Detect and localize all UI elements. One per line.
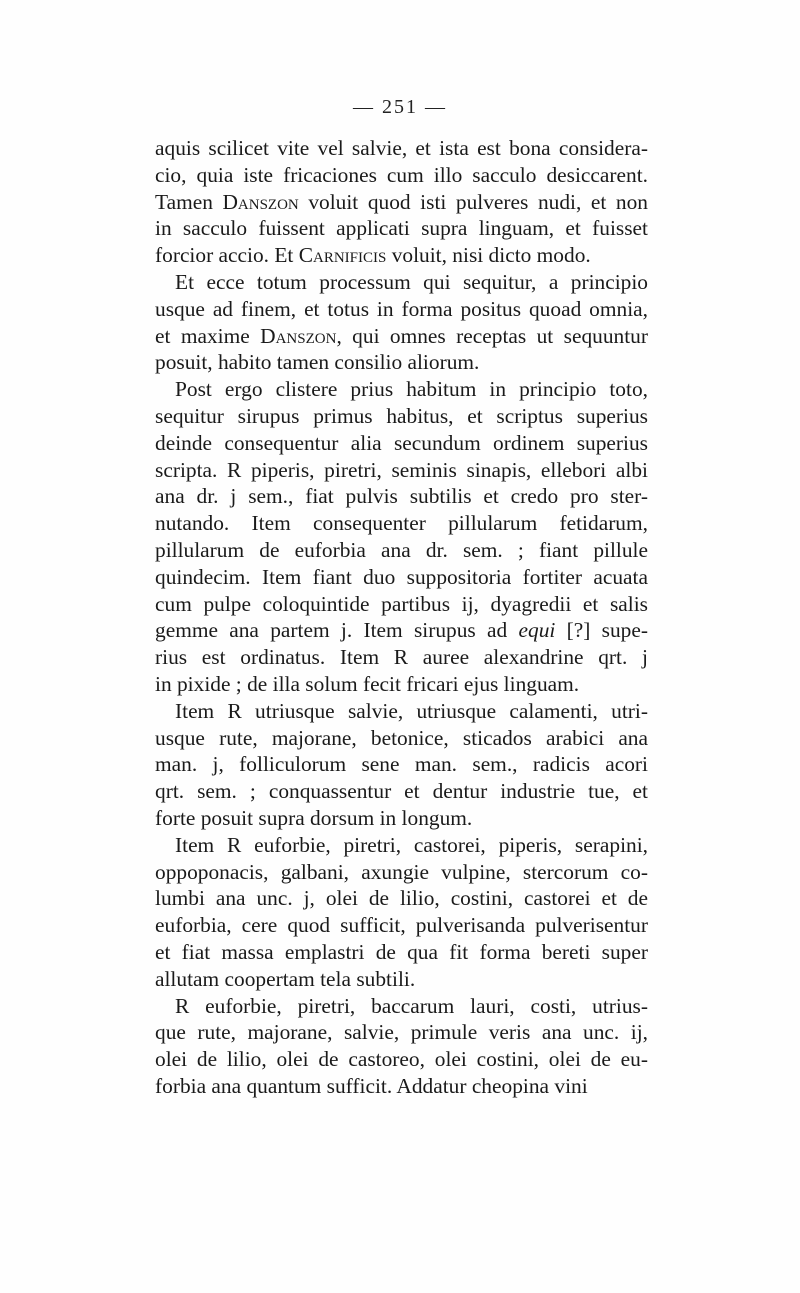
text-line — [155, 564, 648, 591]
text-line — [155, 966, 648, 993]
text-segment: usque ad finem, et totus in forma positus quoad omnia, — [155, 296, 648, 321]
text-line — [155, 510, 648, 537]
text-segment: forbia ana quantum sufficit. Addatur cheopina vini — [155, 1073, 588, 1098]
text-segment: qrt. sem. ; conquassentur et dentur industrie tue, et — [155, 779, 648, 804]
text-segment: posuit, habito tamen consilio aliorum. — [155, 350, 480, 375]
text-segment: in sacculo fuissent applicati supra linguam, et fuisset — [155, 216, 648, 241]
text-line — [155, 1019, 648, 1046]
text-line — [155, 189, 648, 216]
small-caps-name: Danszon — [260, 323, 337, 348]
text-line — [155, 698, 648, 725]
text-line — [155, 215, 648, 242]
paragraph — [155, 135, 648, 269]
text-segment: ana dr. j sem., fiat pulvis subtilis et credo pro ster- — [155, 484, 648, 509]
text-segment: que rute, majorane, salvie, primule veris ana unc. ij, — [155, 1020, 648, 1045]
text-line — [155, 1073, 648, 1100]
text-line — [155, 483, 648, 510]
italic-word: equi — [518, 618, 556, 643]
text-segment: Item R utriusque salvie, utriusque calamenti, utri- — [175, 698, 648, 723]
text-line — [155, 912, 648, 939]
paragraph — [155, 993, 648, 1100]
text-segment: nutando. Item consequenter pillularum fetidarum, — [155, 511, 648, 536]
text-segment: allutam coopertam tela subtili. — [155, 966, 416, 991]
text-segment: aquis scilicet vite vel salvie, et ista est bona considera- — [155, 136, 648, 160]
text-line — [155, 162, 648, 189]
text-line — [155, 296, 648, 323]
text-line — [155, 242, 648, 269]
paragraph — [155, 698, 648, 832]
paragraph — [155, 269, 648, 376]
text-segment: oppoponacis, galbani, axungie vulpine, stercorum co- — [155, 859, 648, 884]
text-line — [155, 323, 648, 350]
text-segment: olei de lilio, olei de castoreo, olei costini, olei de eu- — [155, 1047, 648, 1072]
text-line — [155, 993, 648, 1020]
text-segment: R euforbie, piretri, baccarum lauri, costi, utrius- — [175, 993, 648, 1018]
text-segment: rius est ordinatus. Item R auree alexandrine qrt. j — [155, 645, 648, 670]
text-segment: forcior accio. Et — [155, 243, 299, 268]
small-caps-name: Carnificis — [298, 243, 387, 268]
text-line — [155, 617, 648, 644]
text-line — [155, 671, 648, 698]
text-segment: in pixide ; de illa solum fecit fricari ejus linguam. — [155, 671, 580, 696]
text-segment: lumbi ana unc. j, olei de lilio, costini, castorei et de — [155, 886, 648, 911]
text-line — [155, 644, 648, 671]
text-segment: forte posuit supra dorsum in longum. — [155, 805, 473, 830]
paragraph — [155, 832, 648, 993]
text-segment: et maxime — [155, 323, 261, 348]
text-line — [155, 269, 648, 296]
small-caps-name: Danszon — [222, 189, 299, 214]
text-line — [155, 725, 648, 752]
text-segment: , qui omnes receptas ut sequuntur — [336, 323, 648, 348]
text-line — [155, 376, 648, 403]
page-number: — 251 — — [353, 96, 447, 118]
text-line — [155, 859, 648, 886]
text-line — [155, 832, 648, 859]
text-line — [155, 939, 648, 966]
body-text — [155, 135, 648, 1100]
text-segment: scripta. R piperis, piretri, seminis sinapis, ellebori albi — [155, 457, 648, 482]
text-segment: voluit, nisi dicto modo. — [386, 243, 591, 268]
text-segment: euforbia, cere quod sufficit, pulverisanda pulverisentur — [155, 913, 648, 938]
text-line — [155, 457, 648, 484]
text-segment: Post ergo clistere prius habitum in principio toto, — [175, 377, 648, 402]
text-line — [155, 1046, 648, 1073]
text-line — [155, 135, 648, 162]
text-segment: Et ecce totum processum qui sequitur, a principio — [175, 269, 648, 294]
text-line — [155, 805, 648, 832]
text-segment: cum pulpe coloquintide partibus ij, dyagredii et salis — [155, 591, 648, 616]
text-segment: et fiat massa emplastri de qua fit forma bereti super — [155, 939, 648, 964]
text-segment: quindecim. Item fiant duo suppositoria fortiter acuata — [155, 564, 648, 589]
text-line — [155, 349, 648, 376]
text-line — [155, 537, 648, 564]
text-segment: [?] supe- — [555, 618, 648, 643]
text-segment: Tamen — [155, 189, 223, 214]
text-line — [155, 885, 648, 912]
text-segment: usque rute, majorane, betonice, sticados arabici ana — [155, 725, 648, 750]
paragraph — [155, 376, 648, 698]
text-segment: voluit quod isti pulveres nudi, et non — [298, 189, 648, 214]
text-segment: deinde consequentur alia secundum ordinem superius — [155, 430, 648, 455]
text-segment: Item R euforbie, piretri, castorei, piperis, serapini, — [175, 832, 648, 857]
text-line — [155, 403, 648, 430]
text-segment: man. j, folliculorum sene man. sem., radicis acori — [155, 752, 648, 777]
text-line — [155, 778, 648, 805]
text-line — [155, 751, 648, 778]
text-segment: gemme ana partem j. Item sirupus ad — [155, 618, 519, 643]
text-segment: sequitur sirupus primus habitus, et scriptus superius — [155, 403, 648, 428]
text-segment: pillularum de euforbia ana dr. sem. ; fiant pillule — [155, 537, 648, 562]
text-line — [155, 591, 648, 618]
text-segment: cio, quia iste fricaciones cum illo sacculo desiccarent. — [155, 162, 648, 187]
text-line — [155, 430, 648, 457]
